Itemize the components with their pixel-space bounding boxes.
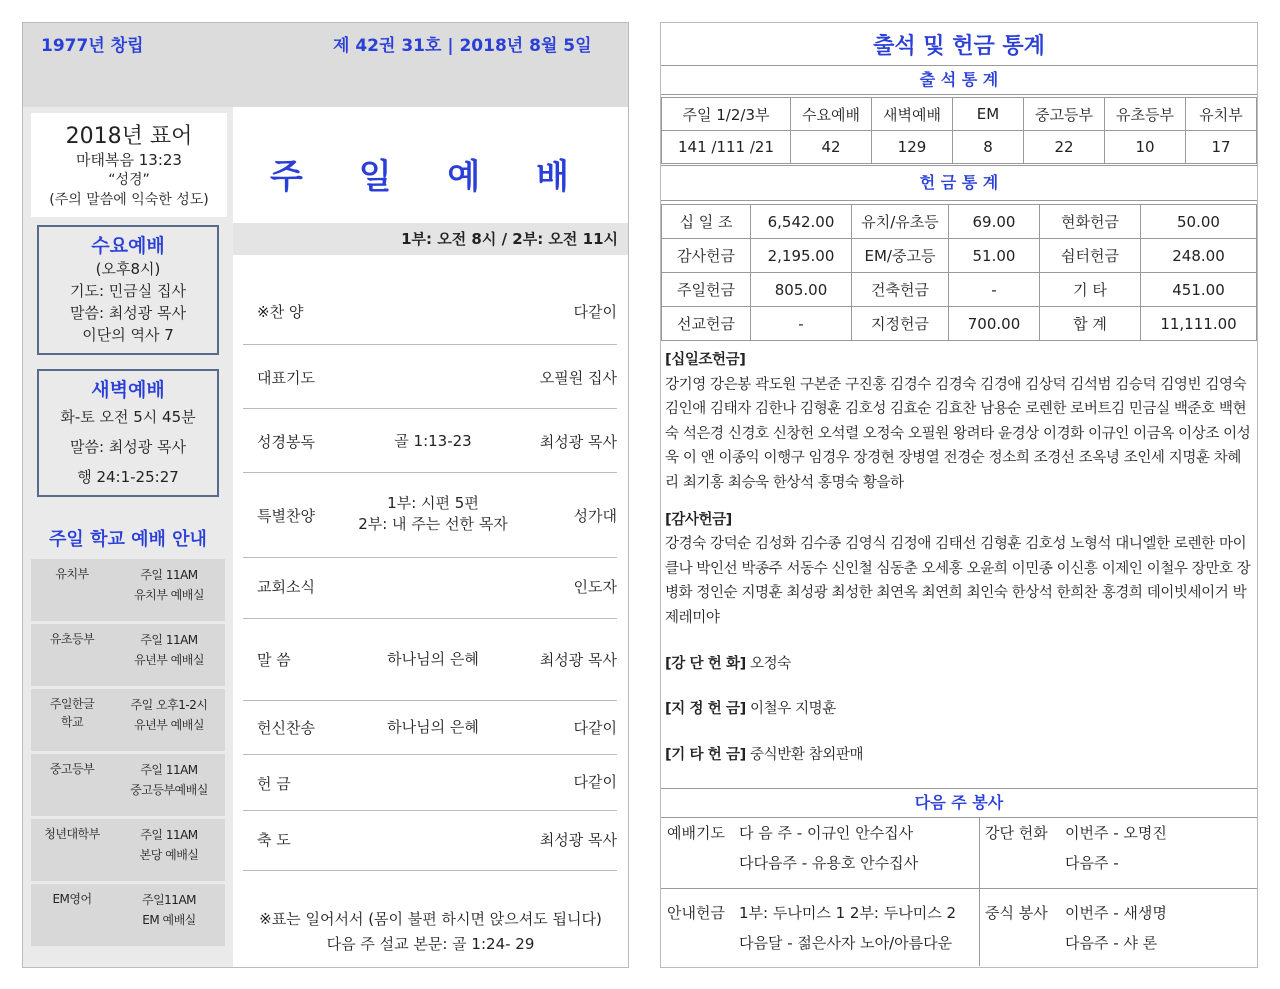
order-row [243,409,617,473]
dawn-title: 새벽예배 [91,379,165,401]
offering-label: 십 일 조 [662,205,751,239]
duty-divider [979,818,980,966]
altar-duty-label: 강단 헌화 [985,824,1048,842]
offering-amount: 451.00 [1141,273,1257,307]
attendance-header-cell: 유치부 [1186,98,1257,131]
offering-label: 지정헌금 [852,307,949,341]
offering-label: 기 타 [1040,273,1141,307]
ss-time: 주일 11AM [140,633,198,647]
order-row [243,811,617,871]
order-leader: 인도자 [573,578,617,596]
order-leader: 최성광 목사 [539,831,617,849]
lunch-duty-1: 이번주 - 새생명 [1065,904,1167,922]
stats-title: 출석 및 헌금 통계 [873,34,1045,59]
donor-names [665,348,1251,788]
standing-note: ※표는 일어서서 (몸이 불편 하시면 앉으셔도 됩니다) [259,910,602,928]
attendance-header-cell: 주일 1/2/3부 [662,98,791,131]
footer-note [233,907,628,957]
ss-time: 주일 11AM [140,828,198,842]
prayer-duty-label: 예배기도 [667,824,725,842]
order-label: 교회소식 [257,578,315,596]
designated-names: 이철우 지명훈 [750,701,836,718]
attendance-value-cell: 8 [953,131,1024,164]
order-label: 대표기도 [257,369,315,387]
order-leader: 다같이 [573,303,617,321]
sunday-school-row [31,624,225,686]
dawn-sermon: 말씀: 최성광 목사 [69,438,187,456]
offering-amount: 69.00 [949,205,1040,239]
order-row [243,701,617,755]
offering-title: 헌 금 통 계 [661,165,1257,201]
ss-place: 본당 예배실 [139,848,199,862]
sunday-school-row [31,689,225,751]
sunday-school-row [31,819,225,881]
order-label: 성경봉독 [257,433,315,451]
issue-text: 제 42권 31호 | 2018년 8월 5일 [333,36,592,56]
dawn-time: 화-토 오전 5시 45분 [60,408,196,426]
motto-verse: 마태복음 13:23 [76,151,182,169]
attendance-value-cell: 10 [1105,131,1186,164]
offering-label: 유치/유초등 [852,205,949,239]
order-leader: 성가대 [573,507,617,525]
offering-label: EM/중고등 [852,239,949,273]
attendance-value-cell: 22 [1024,131,1105,164]
wednesday-time: (오후8시) [95,260,161,278]
other-offering-title: [기 타 헌 금] [665,746,746,763]
offering-row [662,239,1257,273]
ss-name: EM영어 [52,892,92,906]
order-row [243,473,617,558]
ss-place: 중고등부예배실 [130,783,208,797]
ss-name: 중고등부 [49,762,95,776]
sidebar [23,107,233,967]
order-label: 특별찬양 [257,507,315,525]
tithe-title: [십일조헌금] [665,352,746,368]
duty-divider [661,888,1257,889]
order-label: 헌 금 [257,775,291,793]
next-week-duties [661,818,1257,966]
order-label: 축 도 [257,831,291,849]
wednesday-topic: 이단의 역사 7 [82,326,174,344]
wednesday-sermon: 말씀: 최성광 목사 [69,304,187,322]
attendance-value-cell: 129 [872,131,953,164]
ss-time: 주일 오후1-2시 [130,698,208,712]
founded-text: 1977년 창립 [41,36,144,56]
thanks-names: 강경숙 강덕순 김성화 김수종 김영식 김정애 김태선 김형훈 김호성 노형석 대니엘한 로렌한 마이클나 박인선 박종주 서동수 신인철 심동춘 오세홍 오윤희 이민종 이신흥 이제인 이철우 장만호 장병화 정인순 지명훈 최성광 최성한 최연옥 최연희 최인숙 한상석 한희찬 홍경희 데이빗세이거 박제레미야 [665,536,1251,626]
sunday-school-row [31,559,225,621]
attendance-value-cell: 42 [791,131,872,164]
usher-duty-label: 안내헌금 [667,904,725,922]
attendance-header-cell: 중고등부 [1024,98,1105,131]
attendance-value-row [662,131,1257,164]
attendance-table [661,97,1257,164]
altar-duty-1: 이번주 - 오명진 [1065,824,1167,842]
offering-amount: 2,195.00 [751,239,852,273]
ss-name: 유치부 [55,567,89,581]
motto-word: “성경” [108,172,150,188]
ss-place: 유치부 예배실 [134,588,204,602]
offering-amount: 6,542.00 [751,205,852,239]
attendance-value-cell: 141 /111 /21 [662,131,791,164]
prayer-duty-1: 다 음 주 - 이규인 안수집사 [739,824,914,842]
order-row [243,345,617,409]
thanks-title: [감사헌금] [665,511,732,528]
order-leader: 최성광 목사 [539,433,617,451]
lunch-duty-2: 다음주 - 샤 론 [1065,934,1158,952]
offering-amount: - [949,273,1040,307]
ss-name: 유초등부 [49,632,95,646]
order-detail: 골 1:13-23 [394,432,472,450]
order-label: 말 씀 [257,651,291,669]
offering-amount: - [751,307,852,341]
next-sermon-text: 다음 주 설교 본문: 골 1:24- 29 [326,935,535,953]
wednesday-title: 수요예배 [91,235,165,257]
next-week-title: 다음 주 봉사 [661,788,1257,818]
offering-amount: 700.00 [949,307,1040,341]
offering-row [662,205,1257,239]
attendance-header-cell: 수요예배 [791,98,872,131]
offering-label: 감사헌금 [662,239,751,273]
offering-amount: 50.00 [1141,205,1257,239]
offering-amount: 248.00 [1141,239,1257,273]
header-bar [23,23,628,107]
ss-time: 주일11AM [141,893,197,907]
designated-title: [지 정 헌 금] [665,701,746,718]
worship-order-column [233,107,628,967]
offering-row [662,307,1257,341]
attendance-header-row [662,98,1257,131]
altar-title: [강 단 헌 화] [665,655,746,672]
ss-name: 주일한글 학교 [49,697,95,729]
order-leader: 다같이 [573,719,617,737]
order-detail: 1부: 시편 5편 2부: 내 주는 선한 목자 [358,494,508,533]
usher-duty-1: 1부: 두나미스 1 2부: 두나미스 2 [739,904,957,922]
offering-label: 건축헌금 [852,273,949,307]
order-leader: 오필원 집사 [539,369,617,387]
dawn-text: 행 24:1-25:27 [77,468,179,486]
motto-title: 2018년 표어 [65,124,193,149]
motto-desc: (주의 말씀에 익숙한 성도) [49,192,209,208]
ss-place: EM 예배실 [142,913,196,927]
other-offering-names: 중식반환 참외판매 [750,746,864,763]
prayer-duty-2: 다다음주 - 유용호 안수집사 [739,854,919,872]
ss-place: 유년부 예배실 [134,718,204,732]
service-title: 주 일 예 배 [270,157,591,197]
ss-time: 주일 11AM [140,763,198,777]
order-row [243,558,617,619]
attendance-header-cell: EM [953,98,1024,131]
order-leader: 다같이 [573,773,617,791]
order-row [243,257,617,345]
offering-label: 현화헌금 [1040,205,1141,239]
bulletin-left-page [22,22,629,968]
tithe-names: 강기영 강은봉 곽도원 구본준 구진홍 김경수 김경숙 김경애 김상덕 김석범 김승덕 김영빈 김영숙 김인애 김태자 김한나 김형훈 김호성 김효순 김효찬 남용순 로렌한 로버트김 민금실 백준호 백현숙 석은경 신경호 신창헌 오석렬 오정숙 오필원 왕려타 윤경상 이경화 이규인 이금옥 이상조 이성욱 이 앤 이종익 이행구 임경우 장경현 장병열 전경순 정소희 조경선 조옥녕 조인세 지명훈 차혜리 최기홍 최승욱 한상석 홍명숙 황을하 [665,376,1251,491]
attendance-value-cell: 17 [1186,131,1257,164]
wednesday-service-box [37,225,219,355]
bulletin-right-page [660,22,1258,968]
offering-table [661,204,1257,341]
sunday-school-row [31,884,225,946]
order-detail: 하나님의 은혜 [387,718,479,736]
wednesday-prayer: 기도: 민금실 집사 [69,282,187,300]
attendance-header-cell: 새벽예배 [872,98,953,131]
ss-time: 주일 11AM [140,568,198,582]
offering-label: 주일헌금 [662,273,751,307]
order-row [243,755,617,811]
order-leader: 최성광 목사 [539,651,617,669]
offering-label: 쉼터헌금 [1040,239,1141,273]
altar-duty-2: 다음주 - [1065,854,1119,872]
offering-amount: 11,111.00 [1141,307,1257,341]
offering-label: 선교헌금 [662,307,751,341]
offering-amount: 51.00 [949,239,1040,273]
dawn-service-box [37,369,219,497]
attendance-header-cell: 유초등부 [1105,98,1186,131]
order-detail: 하나님의 은혜 [387,650,479,668]
ss-name: 청년대학부 [44,827,100,841]
offering-row [662,273,1257,307]
order-label: ※찬 양 [257,303,304,321]
offering-label: 합 계 [1040,307,1141,341]
order-label: 헌신찬송 [257,719,315,737]
altar-names: 오정숙 [750,655,791,672]
usher-duty-2: 다음달 - 젊은사자 노아/아름다운 [739,934,953,952]
ss-place: 유년부 예배실 [134,653,204,667]
order-row [243,619,617,701]
lunch-duty-label: 중식 봉사 [985,904,1048,922]
sunday-school-row [31,754,225,816]
attendance-title: 출 석 통 계 [661,65,1257,95]
offering-amount: 805.00 [751,273,852,307]
sunday-school-title: 주일 학교 예배 안내 [49,529,207,550]
service-times: 1부: 오전 8시 / 2부: 오전 11시 [233,223,628,255]
motto-box [31,113,227,217]
